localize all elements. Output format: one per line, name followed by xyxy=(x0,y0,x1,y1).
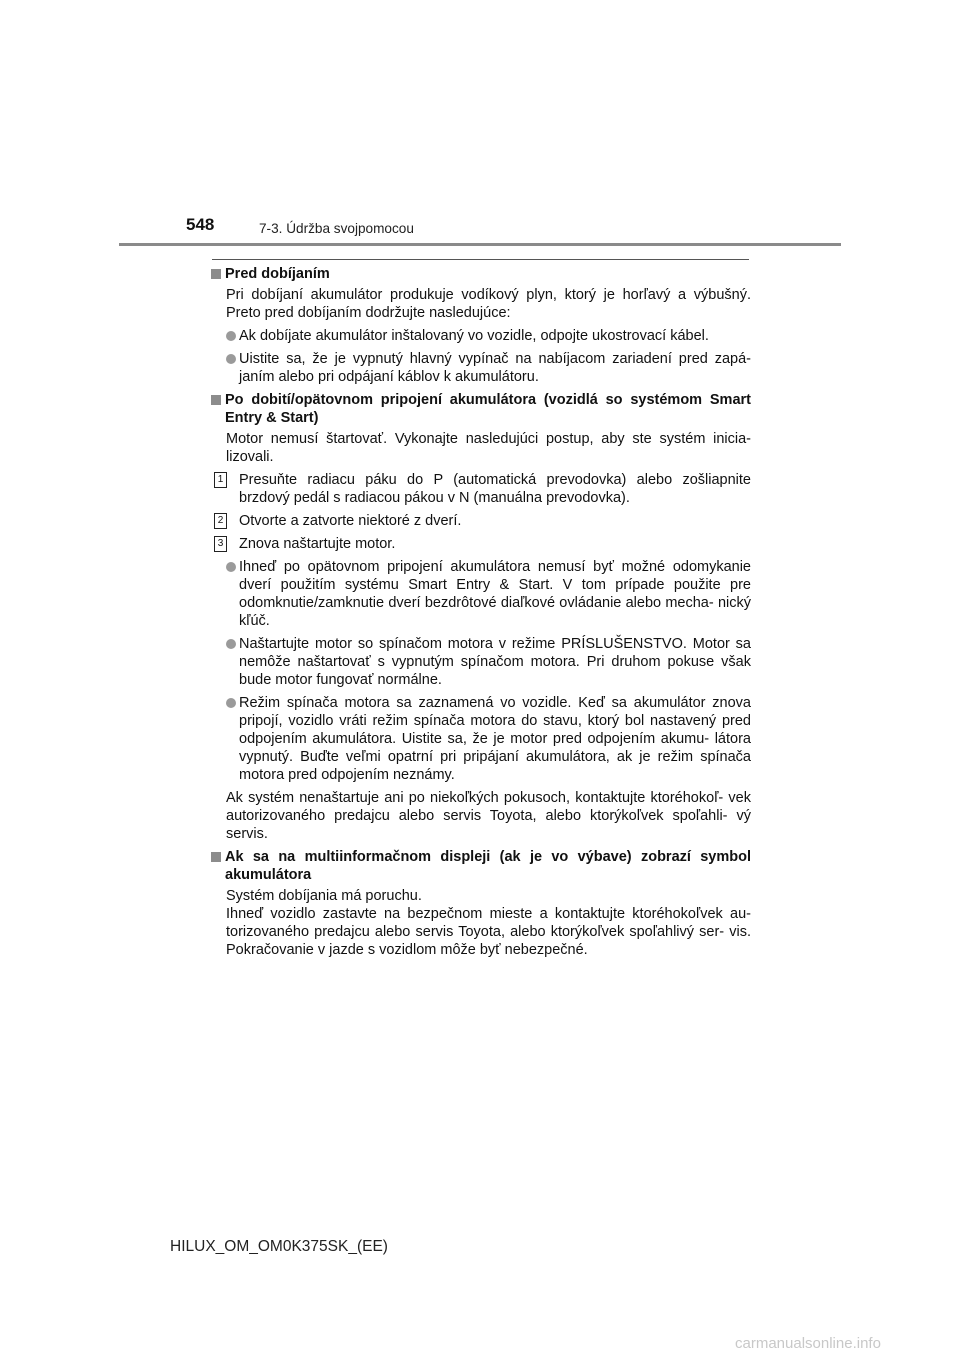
round-bullet-icon xyxy=(226,562,236,572)
list-item: Ak dobíjate akumulátor inštalovaný vo vozidle, odpojte ukostrovací kábel. xyxy=(226,327,751,345)
square-bullet-icon xyxy=(211,269,221,279)
section-title: 7-3. Údržba svojpomocou xyxy=(259,221,414,236)
paragraph: Pri dobíjaní akumulátor produkuje vodíkový plyn, ktorý je horľavý a výbušný. Preto pred dobíjaním dodržujte nasledujúce: xyxy=(226,287,751,321)
list-item: Ihneď po opätovnom pripojení akumulátora nemusí byť možné odomykanie dverí použitím systému Smart Entry & Start. V tom prípade použite pre odomknutie/zamknutie dverí bezdrôtové diaľkové ovládanie alebo mecha- nický kľúč. xyxy=(226,558,751,630)
paragraph: Systém dobíjania má poruchu. xyxy=(226,888,422,904)
step-number: 3 xyxy=(214,536,227,552)
round-bullet-icon xyxy=(226,354,236,364)
section-heading: Po dobití/opätovnom pripojení akumulátora (vozidlá so systémom Smart Entry & Start) xyxy=(211,391,751,427)
paragraph: Ak systém nenaštartuje ani po niekoľkých pokusoch, kontaktujte ktoréhokoľ- vek autorizovaného predajcu alebo servis Toyota, alebo ktorýkoľvek spoľahli- vý servis. xyxy=(226,790,751,842)
square-bullet-icon xyxy=(211,395,221,405)
paragraph: Motor nemusí štartovať. Vykonajte nasledujúci postup, aby ste systém inicia- lizovali. xyxy=(226,431,751,465)
page-number: 548 xyxy=(186,215,215,234)
step-item: 1 Presuňte radiacu páku do P (automatická prevodovka) alebo zošliapnite brzdový pedál s radiacou pákou v N (manuálna prevodovka). xyxy=(211,471,751,507)
header-rule xyxy=(119,243,841,246)
document-code: HILUX_OM_OM0K375SK_(EE) xyxy=(170,1238,388,1255)
square-bullet-icon xyxy=(211,852,221,862)
step-item: 2 Otvorte a zatvorte niektoré z dverí. xyxy=(211,512,751,530)
list-item: Režim spínača motora sa zaznamená vo vozidle. Keď sa akumulátor znova pripojí, vozidlo vráti režim spínača motora do stavu, ktorý bol nastavený pred odpojením akumulátora. Uistite sa, že je motor pred odpojením akumu- látora vypnutý. Buďte veľmi opatrní pri pripájaní akumulátora, ak je režim spínača motora pred odpojením neznámy. xyxy=(226,694,751,784)
step-number: 2 xyxy=(214,513,227,529)
list-item: Naštartujte motor so spínačom motora v režime PRÍSLUŠENSTVO. Motor sa nemôže naštartovať s vypnutým spínačom motora. Pri druhom pokuse však bude motor fungovať normálne. xyxy=(226,635,751,689)
list-item: Uistite sa, že je vypnutý hlavný vypínač na nabíjacom zariadení pred zapá- janím alebo pri odpájaní káblov k akumulátoru. xyxy=(226,350,751,386)
paragraph: Ihneď vozidlo zastavte na bezpečnom mieste a kontaktujte ktoréhokoľvek au- torizovaného predajcu alebo servis Toyota, alebo ktorýkoľvek spoľahlivý ser- vis. Pokračovanie v jazde s vozidlom môže byť nebezpečné. xyxy=(226,906,751,958)
round-bullet-icon xyxy=(226,639,236,649)
section-heading: Pred dobíjaním xyxy=(211,265,751,283)
section-heading: Ak sa na multiinformačnom displeji (ak je vo výbave) zobrazí symbol akumulátora xyxy=(211,848,751,884)
step-number: 1 xyxy=(214,472,227,488)
round-bullet-icon xyxy=(226,698,236,708)
round-bullet-icon xyxy=(226,331,236,341)
content-rule xyxy=(212,259,749,260)
content-body xyxy=(211,265,751,964)
watermark: carmanualsonline.info xyxy=(735,1335,881,1352)
step-item: 3 Znova naštartujte motor. xyxy=(211,535,751,553)
